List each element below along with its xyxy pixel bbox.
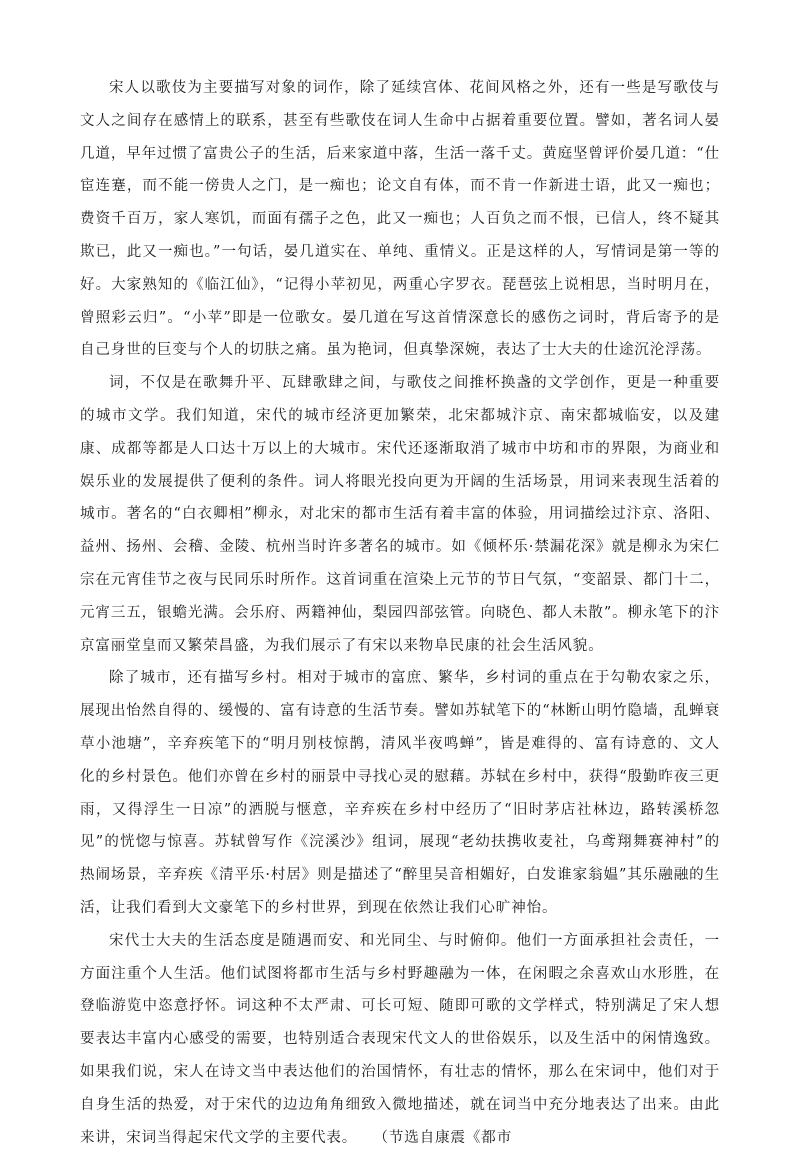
paragraph-2: 词，不仅是在歌舞升平、瓦肆歌肆之间，与歌伎之间推杯换盏的文学创作，更是一种重要的城市文学。我们知道，宋代的城市经济更加繁荣，北宋都城汴京、南宋都城临安，以及建康、成都等都是人口达十万以上的大城市。宋代还逐渐取消了城市中坊和市的界限，为商业和娱乐业的发展提供了便利的条件。词人将眼光投向更为开阔的生活场景，用词来表现生活着的城市。著名的“白衣卿相”柳永，对北宋的都市生活有着丰富的体验，用词描绘过汴京、洛阳、益州、扬州、会稽、金陵、杭州当时许多著名的城市。如《倾杯乐·禁漏花深》就是柳永为宋仁宗在元宵佳节之夜与民同乐时所作。这首词重在渲染上元节的节日气氛，“变韶景、都门十二，元宵三五，银蟾光满。会乐府、两籍神仙，梨园四部弦管。向晓色、都人未散”。柳永笔下的汴京富丽堂皇而又繁荣昌盛，为我们展示了有宋以来物阜民康的社会生活风貌。 [80, 375, 720, 654]
paragraph-4: 宋代士大夫的生活态度是随遇而安、和光同尘、与时俯仰。他们一方面承担社会责任，一方面注重个人生活。他们试图将都市生活与乡村野趣融为一体，在闲暇之余喜欢山水形胜，在登临游览中恣意抒怀。词这种不太严肃、可长可短、随即可歌的文学样式，特别满足了宋人想要表达丰富内心感受的需要，也特别适合表现宋代文人的世俗娱乐，以及生活中的闲情逸致。如果我们说，宋人在诗文当中表达他们的治国情怀，有壮志的情怀，那么在宋词中，他们对于自身生活的热爱，对于宋代的边边角角细致入微地描述，就在词当中充分地表达了出来。由此来讲，宋词当得起宋代文学的主要代表。 （节选自康震《都市 [80, 932, 720, 1146]
paragraph-3: 除了城市，还有描写乡村。相对于城市的富庶、繁华，乡村词的重点在于勾勒农家之乐，展现出怡然自得的、缓慢的、富有诗意的生活节奏。譬如苏轼笔下的“林断山明竹隐墙，乱蝉衰草小池塘”，辛弃疾笔下的“明月别枝惊鹊，清风半夜鸣蝉”，皆是难得的、富有诗意的、文人化的乡村景色。他们亦曾在乡村的丽景中寻找心灵的慰藉。苏轼在乡村中，获得“殷勤昨夜三更雨，又得浮生一日凉”的洒脱与惬意，辛弃疾在乡村中经历了“旧时茅店社林边，路转溪桥忽见”的恍惚与惊喜。苏轼曾写作《浣溪沙》组词，展现“老幼扶携收麦社，乌鸢翔舞赛神村”的热闹场景，辛弃疾《清平乐·村居》则是描述了“醉里吴音相媚好，白发谁家翁媪”其乐融融的生活，让我们看到大文豪笔下的乡村世界，到现在依然让我们心旷神怡。 [80, 670, 720, 916]
document-page [80, 72, 720, 1154]
paragraph-1: 宋人以歌伎为主要描写对象的词作，除了延续宫体、花间风格之外，还有一些是写歌伎与文人之间存在感情上的联系，甚至有些歌伎在词人生命中占据着重要位置。譬如，著名词人晏几道，早年过惯了富贵公子的生活，后来家道中落，生活一落千丈。黄庭坚曾评价晏几道：“仕宦连蹇，而不能一傍贵人之门，是一痴也；论文自有体，而不肯一作新进士语，此又一痴也；费资千百万，家人寒饥，而面有孺子之色，此又一痴也；人百负之而不恨，已信人，终不疑其欺已，此又一痴也。”一句话，晏几道实在、单纯、重情义。正是这样的人，写情词是第一等的好。大家熟知的《临江仙》，“记得小苹初见，两重心字罗衣。琵琶弦上说相思，当时明月在，曾照彩云归”。“小苹”即是一位歌女。晏几道在写这首情深意长的感伤之词时，背后寄予的是自己身世的巨变与个人的切肤之痛。虽为艳词，但真挚深婉，表达了士大夫的仕途沉沦浮荡。 [80, 80, 720, 359]
